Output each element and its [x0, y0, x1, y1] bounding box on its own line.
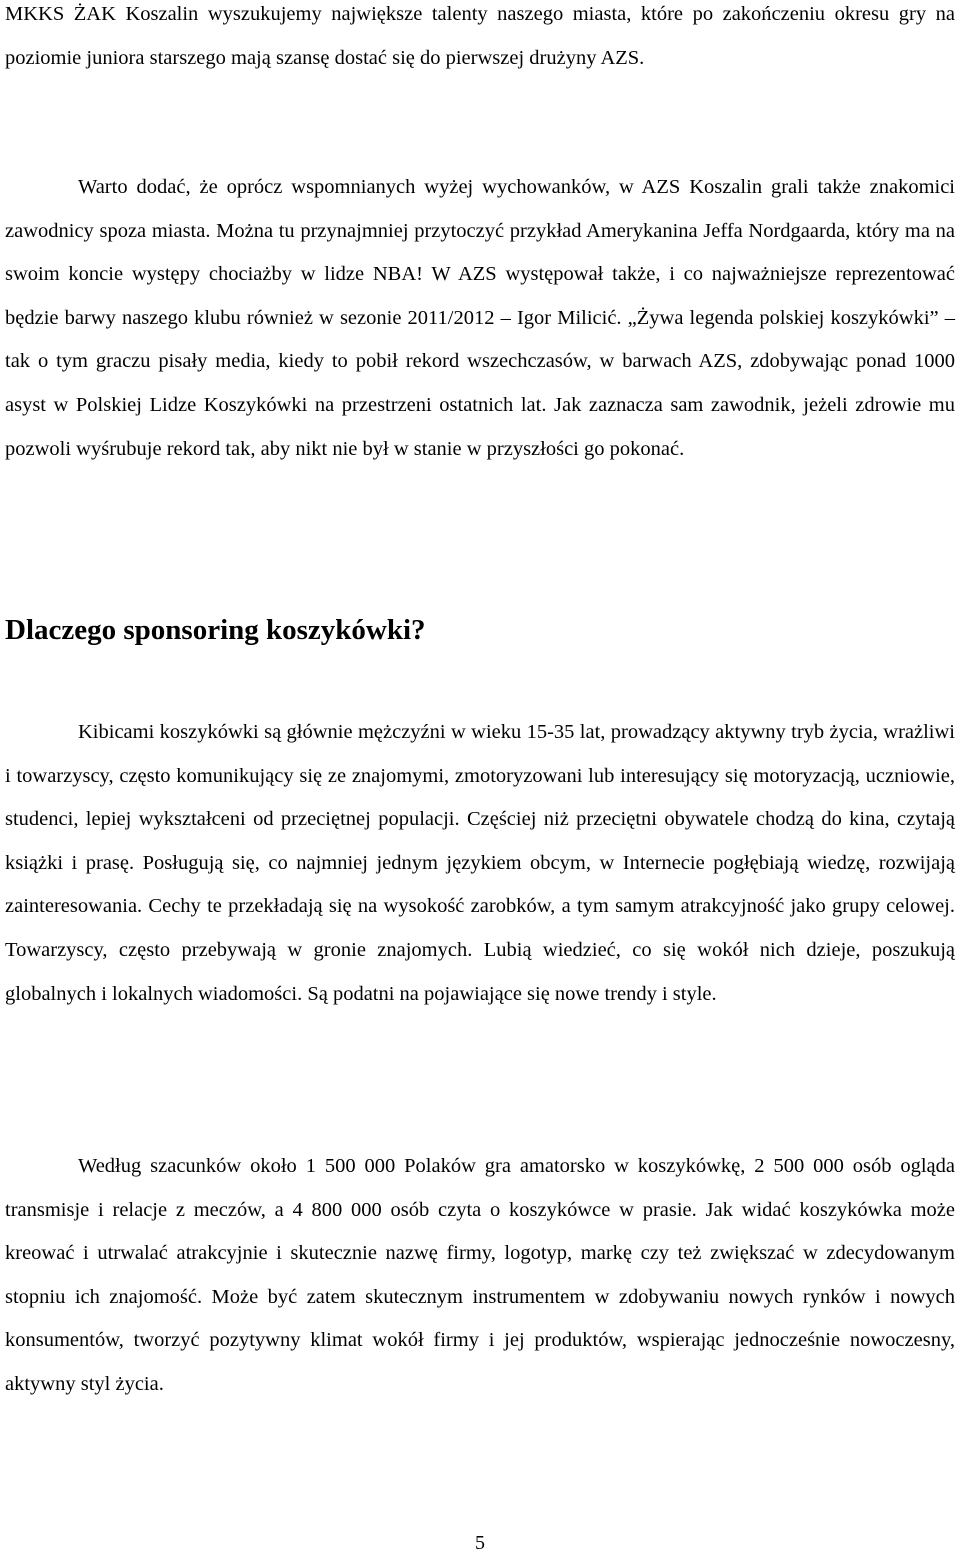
section-heading: Dlaczego sponsoring koszykówki?	[5, 614, 426, 646]
paragraph-statistics: Według szacunków około 1 500 000 Polaków gra amatorsko w koszykówkę, 2 500 000 osób ogląda transmisje i relacje z meczów, a 4 800 000 osób czyta o koszykówce w prasie. Jak widać koszykówka może kreować i utrwalać atrakcyjnie i skutecznie nazwę firmy, logotyp, markę czy też zwiększać w zdecydowanym stopniu ich znajomość. Może być zatem skutecznym instrumentem w zdobywaniu nowych rynków i nowych konsumentów, tworzyć pozytywny klimat wokół firmy i jej produktów, wspierając jednocześnie nowoczesny, aktywny styl życia.	[5, 1155, 955, 1395]
paragraph-continuation: MKKS ŻAK Koszalin wyszukujemy największe talenty naszego miasta, które po zakończeniu okresu gry na poziomie juniora starszego mają szansę dostać się do pierwszej drużyny AZS.	[5, 3, 955, 69]
page-number: 5	[475, 1532, 485, 1554]
document-page	[5, 0, 955, 1557]
paragraph-notable-players: Warto dodać, że oprócz wspomnianych wyżej wychowanków, w AZS Koszalin grali także znakomici zawodnicy spoza miasta. Można tu przynajmniej przytoczyć przykład Amerykanina Jeffa Nordgaarda, który ma na swoim koncie występy chociażby w lidze NBA! W AZS występował także, i co najważniejsze reprezentować będzie barwy naszego klubu również w sezonie 2011/2012 – Igor Milicić. „Żywa legenda polskiej koszykówki” – tak o tym graczu pisały media, kiedy to pobił rekord wszechczasów, w barwach AZS, zdobywając ponad 1000 asyst w Polskiej Lidze Koszykówki na przestrzeni ostatnich lat. Jak zaznacza sam zawodnik, jeżeli zdrowie mu pozwoli wyśrubuje rekord tak, aby nikt nie był w stanie w przyszłości go pokonać.	[5, 176, 955, 460]
paragraph-fan-profile: Kibicami koszykówki są głównie mężczyźni w wieku 15-35 lat, prowadzący aktywny tryb życia, wrażliwi i towarzyscy, często komunikujący się ze znajomymi, zmotoryzowani lub interesujący się motoryzacją, uczniowie, studenci, lepiej wykształceni od przeciętnej populacji. Częściej niż przeciętni obywatele chodzą do kina, czytają książki i prasę. Posługują się, co najmniej jednym językiem obcym, w Internecie pogłębiają wiedzę, rozwijają zainteresowania. Cechy te przekładają się na wysokość zarobków, a tym samym atrakcyjność jako grupy celowej. Towarzyscy, często przebywają w gronie znajomych. Lubią wiedzieć, co się wokół nich dzieje, poszukują globalnych i lokalnych wiadomości. Są podatni na pojawiające się nowe trendy i style.	[5, 721, 955, 1005]
